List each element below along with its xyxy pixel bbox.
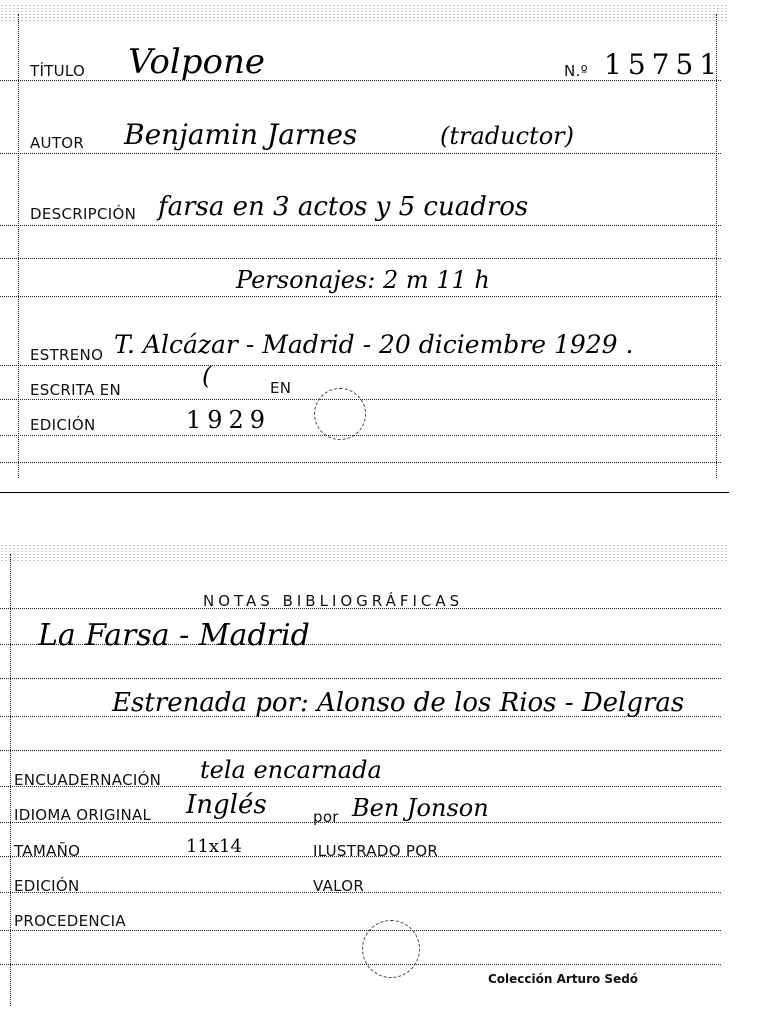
edicion-value: 1929 <box>186 406 272 434</box>
escrita-value: ( <box>202 362 212 390</box>
estreno-value: T. Alcázar - Madrid - 20 diciembre 1929 . <box>114 330 634 359</box>
numero-label: N.º <box>564 62 588 80</box>
autor-note: (traductor) <box>440 122 574 150</box>
encuadernacion-label: ENCUADERNACIÓN <box>14 771 162 789</box>
valor-label: VALOR <box>313 877 365 895</box>
catalog-card-back <box>0 540 759 1028</box>
nota-line-2: Estrenada por: Alonso de los Rios - Delgras <box>112 688 685 718</box>
card-edge <box>0 492 729 493</box>
card-right-border <box>716 14 717 478</box>
nota-line-1: La Farsa - Madrid <box>38 618 310 653</box>
idioma-value: Inglés <box>186 790 267 820</box>
autor-value: Benjamin Jarnes <box>124 118 358 151</box>
card-left-border <box>10 554 11 1006</box>
descripcion-label: DESCRIPCIÓN <box>30 205 137 223</box>
rule-line <box>0 678 721 679</box>
descripcion-value: farsa en 3 actos y 5 cuadros <box>158 192 529 222</box>
por-label: por <box>313 808 339 826</box>
titulo-label: TÍTULO <box>30 62 86 80</box>
rule-line <box>0 153 721 154</box>
estreno-label: ESTRENO <box>30 346 104 364</box>
scan-noise <box>0 544 729 562</box>
tamano-label: TAMAÑO <box>14 842 81 860</box>
idioma-label: IDIOMA ORIGINAL <box>14 806 152 824</box>
punch-hole <box>362 920 420 978</box>
escrita-label: ESCRITA EN <box>30 381 122 399</box>
numero-value: 15751 <box>604 48 724 81</box>
autor-label: AUTOR <box>30 134 85 152</box>
rule-line <box>0 964 721 965</box>
procedencia-label: PROCEDENCIA <box>14 912 126 930</box>
rule-line <box>0 435 721 436</box>
rule-line <box>0 365 721 366</box>
rule-line <box>0 462 721 463</box>
por-value: Ben Jonson <box>352 794 489 822</box>
personajes-value: Personajes: 2 m 11 h <box>236 266 490 294</box>
rule-line <box>0 225 721 226</box>
ilustrado-label: ILUSTRADO POR <box>313 842 439 860</box>
punch-hole <box>314 388 366 440</box>
rule-line <box>0 258 721 259</box>
rule-line <box>0 296 721 297</box>
edicion-label: EDICIÓN <box>14 877 80 895</box>
collection-credit: Colección Arturo Sedó <box>488 972 639 986</box>
tamano-value: 11x14 <box>186 836 242 857</box>
en-label: EN <box>270 379 292 397</box>
encuadernacion-value: tela encarnada <box>200 756 382 784</box>
card-left-border <box>18 14 19 478</box>
notas-title: NOTAS BIBLIOGRÁFICAS <box>203 592 464 610</box>
titulo-value: Volpone <box>128 42 266 82</box>
rule-line <box>0 930 721 931</box>
catalog-card-front <box>0 0 759 500</box>
scan-noise <box>0 4 729 22</box>
rule-line <box>0 750 721 751</box>
edicion-label: EDICIÓN <box>30 416 96 434</box>
